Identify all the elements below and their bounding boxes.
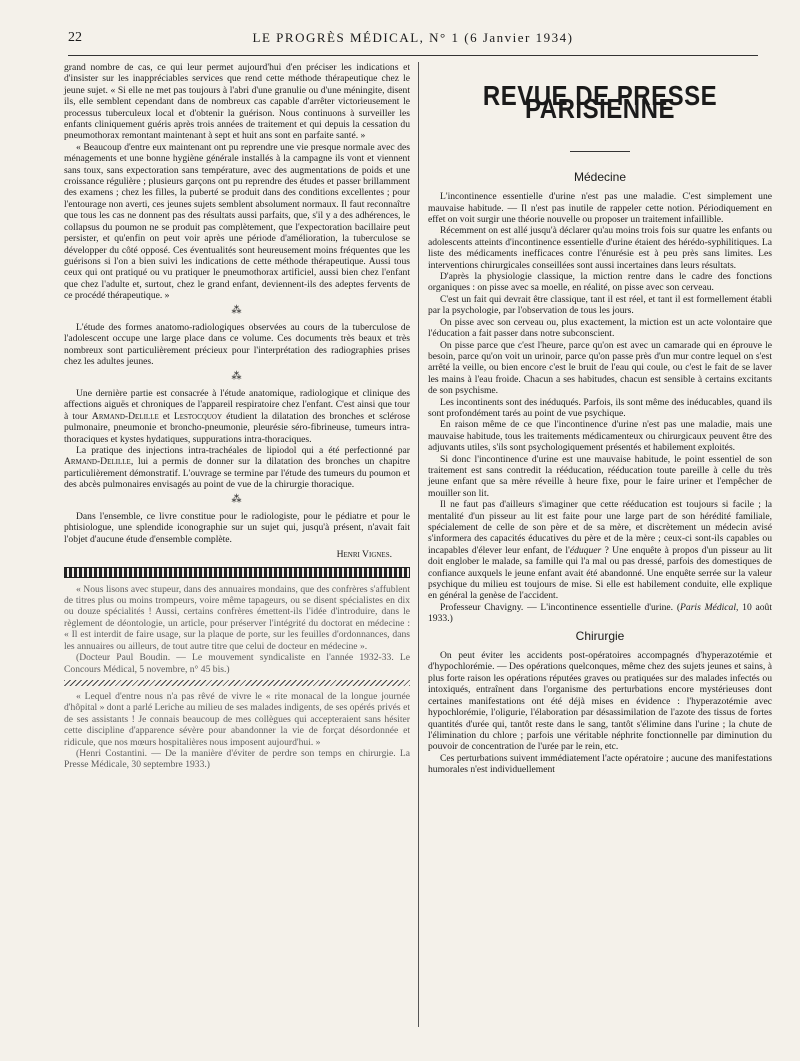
paragraph: Si donc l'incontinence d'urine est une mauvaise habitude, le point essentiel de son traitement est sans contredit la rééducation, rééducation toute pareille à celle du très jeune enfant que sa mère réveille à heure fixe, pour le faire uriner et l'empêcher de mouiller son lit. [428,453,772,499]
subsection-heading: Médecine [573,169,627,184]
title-rule [570,151,630,152]
page-header [68,30,758,52]
running-title: LE PROGRÈS MÉDICAL, N° 1 (6 Janvier 1934) [252,30,574,45]
asterism: ⁂ [231,370,243,382]
text-run: étudient la dilatation des bronches et sclérose pulmonaire, pneumonie et broncho-pneumonie, pleurésie séro-fibrineuse, tumeurs intra-thoraciques et kystes hydatiques, suppurations intra-thoraciques. [64,410,410,445]
paragraph: On peut éviter les accidents post-opératoires accompagnés d'hyperazotémie et d'hypochlorémie. — Des opérations quelconques, même chez des sujets jeunes et sains, à plus forte raison les opérations réputées graves ou pratiquées sur des malades infectés ou intoxiqués, entraînent dans l'organisme des perturbations encore mystérieuses dont certaines manifestations ont été déjà mises en évidence : l'hyperazotémie avec hypochlorémie, l'oligurie, l'élaboration par désassimilation de l'azote des tissus de fortes quantités d'urée qui, tantôt reste dans le sang, tantôt s'élimine dans l'urine ; la chute de l'élimination du chlore ; parfois une véritable néphrite fonctionnelle par diminution du pouvoir de concentration de l'urée par le rein, etc. [428,650,772,753]
paragraph: Récemment on est allé jusqu'à déclarer qu'au moins trois fois sur quatre les enfants ou adolescents atteints d'incontinence essentielle d'urine étaient des hérédo-syphilitiques. La liste des médicaments inefficaces contre l'énurésie est à peu près sans limites. Les interventions chirurgicales conseillées sont aussi incertaines dans leurs résultats. [428,225,772,271]
asterism: ⁂ [231,493,243,505]
wavy-rule [64,680,410,686]
text-run: La pratique des injections intra-trachéales de lipiodol qui a été perfectionné par [76,445,410,456]
text-run: , 10 août 1933.) [428,601,772,625]
paragraph: « Beaucoup d'entre eux maintenant ont pu reprendre une vie presque normale avec des ménagements et une bonne hygiène générale installés à la campagne ils vont et viennent sans toux, sans expectoration sans température, avec des augmentations de poids et une croissance régulière ; plusieurs garçons ont pu reprendre des études et passer brillamment des examens ; chez les filles, la puberté se produit dans des conditions excellentes ; pour l'entourage non averti, ces jeunes sujets semblent absolument normaux. Il faut reconnaître que tous les cas ne donnent pas des résultats aussi parfaits, que, s'il y a des adhérences, le collapsus du poumon ne se produit pas complètement, que l'expectoration bacillaire peut persister, et qu'enfin on peut voir après une période d'amélioration, la tuberculose se développer du côté opposé. Ces éventualités sont heureusement moins fréquentes que les guérisons si l'on a bien suivi les indications de cette méthode thérapeutique. Aussi tous ceux qui ont pratiqué ou vu pratiquer le pneumothorax artificiel, aussi bien chez l'enfant que chez l'adulte et, surtout, chez le grand enfant, deviennent-ils des adeptes fervents de ce procédé thérapeutique. » [64,141,410,302]
section-title: REVUE DE PRESSE PARISIENNE [482,81,718,126]
right-column [428,62,772,776]
paragraph: En raison même de ce que l'incontinence d'urine n'est pas une maladie, mais une mauvaise habitude, tous les traitements médicamenteux ou chirurgicaux peuvent être des adjuvants utiles, s'ils sont psychologiquement présentés et habilement exploités. [428,419,772,454]
paragraph [64,388,410,445]
signature: Henri Vignes. [336,549,392,561]
text-run: , lui a permis de donner sur la dilatation des bronches un chapitre particulièrement démonstratif. L'ouvrage se termine par l'étude des tumeurs du poumon et des abcès pulmonaires envisagés au point de vue de la chirurgie thoracique. [64,456,410,491]
quote-paragraph: « Lequel d'entre nous n'a pas rêvé de vivre le « rite monacal de la longue journée d'hôpital » dont a parlé Leriche au milieu de ses malades indigents, de ses opérés privés et de ses assistants ! Je connais beaucoup de mes collègues qui accepteraient sans hésiter cette discipline d'apparence sévère pour abandonner la vie de forçat désordonnée et ridicule, que nos mœurs hospitalières nous imposent aujourd'hui. » [64,690,410,748]
text-run: et [158,410,174,422]
subsection-heading: Chirurgie [575,628,625,643]
header-rule [68,55,758,56]
text-run: Une dernière partie est consacrée à l'étude anatomique, radiologique et clinique des affections aiguës et chroniques de l'appareil respiratoire chez l'enfant. C'est ainsi que tour à tour [64,387,410,422]
italic-term: éduquer [569,544,602,556]
asterism: ⁂ [231,304,243,316]
left-column [64,62,410,771]
page-number: 22 [68,30,82,45]
citation [428,602,772,625]
quote-source: (Henri Costantini. — De la manière d'éviter de perdre son temps en chirurgie. La Presse Médicale, 30 septembre 1933.) [64,747,410,771]
paragraph [428,499,772,602]
quote-source: (Docteur Paul Boudin. — Le mouvement syndicaliste en l'année 1932-33. Le Concours Médical, 5 novembre, n° 45 bis.) [64,652,410,675]
quote-paragraph: « Nous lisons avec stupeur, dans des annuaires mondains, que des confrères s'affublent de titres plus ou moins trompeurs, voire même tapageurs, ou se disent spécialistes en dix ou douze spécialités ! Aussi, certains confrères émettent-ils l'idée d'introduire, dans le règlement de déontologie, un article, pour préserver l'intégrité du doctorat en médecine : « Il est interdit de faire usage, sur la plaque de porte, sur les feuilles d'ordonnances, dans les annuaires ou ailleurs, de tout autre titre que celui de docteur en médecine ». [64,583,410,652]
paragraph: On pisse parce que c'est l'heure, parce qu'on est avec un camarade qui en éprouve le besoin, parce qu'on voit un urinoir, parce qu'on passe près d'un mur contre lequel on s'est arrêté la veille, ou bien encore c'est le bruit de l'eau qui coule, ou c'est le fait de se laver les mains à l'eau froide. Chacun a ses habitudes, chacun est sensible à certains excitants de son psychisme. [428,339,772,397]
column-divider [418,62,419,1027]
paragraph: D'après la physiologie classique, la miction rentre dans le cadre des fonctions organiques : on pisse avec sa moelle, en réalité, on pisse avec son cerveau. [428,271,772,294]
text-run: ? Une enquête à propos d'un pisseur au lit doit englober le malade, sa famille qui l'a mal ou pas dressé, parfois des domestiques de confiance auxquels le jeune enfant avait été abandonné. Une enquête serrée sur la valeur psychique du milieu est toujours de mise. Si elle est habilement conduite, elle explique en général la genèse de l'accident. [428,544,773,602]
paragraph: grand nombre de cas, ce qui leur permet aujourd'hui d'en préciser les indications et d'insister sur les inappréciables services que rend cette méthode thérapeutique chez le jeune sujet. « Si elle ne met pas toujours à l'abri d'une granulie ou d'une méningite, disent ils, elle semblent cependant dans de nombreux cas capable d'arrêter victorieusement le processus tuberculeux local et d'obtenir la guérison. Nous continuons à surveiller les enfants cliniquement guéris après trois années de traitement et qui depuis la cessation du pneumothorax remontant maintenant à sept et huit ans sont en parfaite santé. » [64,62,410,142]
author-name: Armand-Delille [64,456,131,468]
paragraph: Les incontinents sont des inéduqués. Parfois, ils sont même des inéducables, quand ils sont profondément tarés au point de vue psychique. [428,396,772,419]
author-name: Armand-Delille [91,410,159,422]
author-name: Lestocquoy [173,410,222,422]
text-run: Il ne faut pas d'ailleurs s'imaginer que cette rééducation est toujours si facile ; la mentalité d'un pisseur au lit est faite pour une large part de son hérédité familiale, spécialement de celle de son père et de sa mère, et discrètement un médecin avisé s'informera des capacités éducatives du père et de la mère ; ceux-ci sont-ils capables ou incapables d'élever leur enfant, de l' [428,499,772,556]
journal-name: Paris Médical [680,601,736,613]
paragraph: Ces perturbations suivent immédiatement l'acte opératoire ; aucune des manifestations humorales n'est individuellement [428,752,772,776]
paragraph: L'étude des formes anatomo-radiologiques observées au cours de la tuberculose de l'adolescent occupe une large place dans ce volume. Ces documents très beaux et très nombreux sont particulièrement précieux pour l'interprétation des radiographies prises chez les adultes jeunes. [64,321,410,368]
paragraph: L'incontinence essentielle d'urine n'est pas une maladie. C'est simplement une mauvaise habitude. — Il n'est pas inutile de rappeler cette notion. Périodiquement en effet on voit surgir une théorie nouvelle ou proposer un traitement infaillible. [428,191,772,226]
paragraph [64,445,410,491]
text-run: Professeur Chavigny. — L'incontinence essentielle d'urine. ( [440,601,681,613]
paragraph: C'est un fait qui devrait être classique, tant il est réel, et tant il est formellement établi par la psychologie, par l'observation de tous les jours. [428,293,772,317]
paragraph: Dans l'ensemble, ce livre constitue pour le radiologiste, pour le pédiatre et pour le phtisiologue, une splendide iconographie sur un sujet qui, jusqu'à présent, n'avait fait l'objet d'aucune étude d'ensemble complète. [64,511,410,545]
paragraph: On pisse avec son cerveau ou, plus exactement, la miction est un acte volontaire que l'éducation a fait passer dans notre subconscient. [428,316,772,340]
ornamental-rule [64,567,410,578]
